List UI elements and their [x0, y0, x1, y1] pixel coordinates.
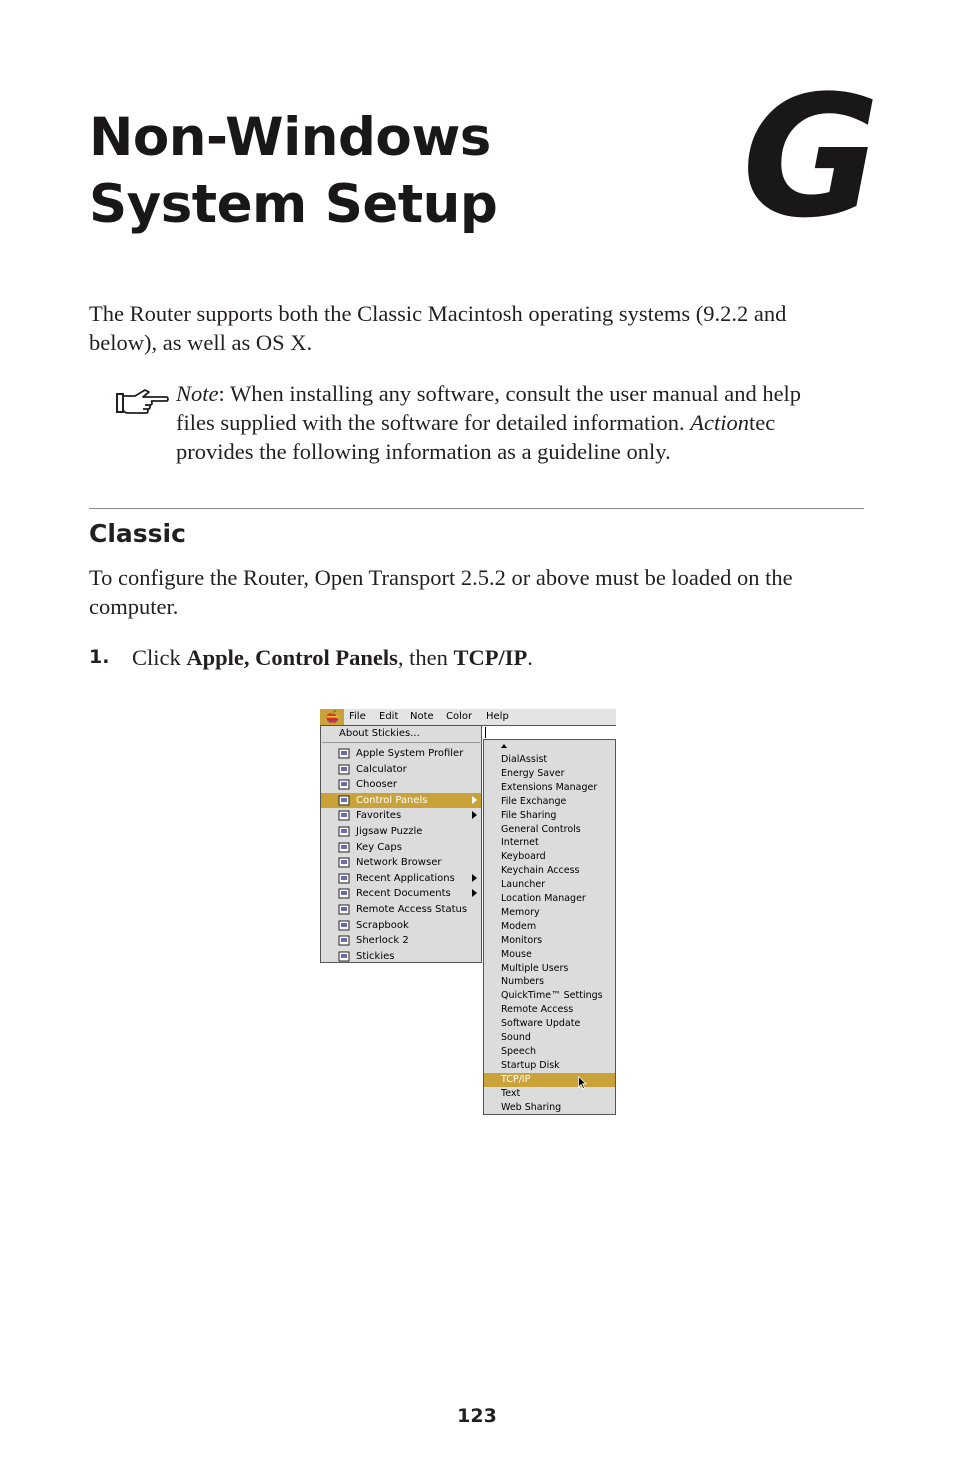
control-panel-item-label: Web Sharing	[501, 1101, 562, 1113]
control-panel-item[interactable]	[484, 1003, 615, 1017]
apple-menu-item-label: Scrapbook	[356, 919, 409, 931]
menu-file[interactable]: File	[349, 711, 366, 722]
control-panel-item[interactable]	[484, 767, 615, 781]
control-panel-item[interactable]	[484, 989, 615, 1003]
apple-menu-item[interactable]	[321, 933, 481, 948]
control-panel-item[interactable]	[484, 850, 615, 864]
note-brand: Action	[690, 410, 749, 435]
app-icon	[338, 888, 350, 899]
control-panel-item-label: TCP/IP	[501, 1073, 531, 1085]
apple-menu-item-label: Key Caps	[356, 841, 402, 853]
control-panel-item[interactable]	[484, 1073, 615, 1087]
control-panel-item[interactable]	[484, 823, 615, 837]
apple-menu-item[interactable]	[321, 762, 481, 777]
pointing-hand-icon	[115, 386, 169, 416]
control-panel-item-label: File Exchange	[501, 795, 567, 807]
app-icon	[338, 935, 350, 946]
note-label: Note	[176, 381, 219, 406]
apple-menu-item[interactable]	[321, 840, 481, 855]
control-panel-item[interactable]	[484, 920, 615, 934]
note-text-part1: : When installing any software, consult the user manual and help files supplied with the software for detailed information.	[176, 381, 802, 435]
control-panel-item-label: Modem	[501, 920, 537, 932]
apple-menu-item-label: Calculator	[356, 763, 407, 775]
step-bold-apple: Apple, Control Panels	[186, 645, 398, 670]
control-panel-item-label: Keychain Access	[501, 865, 580, 877]
apple-menu-item[interactable]	[321, 726, 481, 741]
control-panel-item[interactable]	[484, 836, 615, 850]
apple-menu-item-label: Chooser	[356, 779, 398, 791]
apple-menu-item[interactable]	[321, 808, 481, 823]
page-number: 123	[457, 1405, 497, 1427]
text-cursor	[485, 727, 486, 738]
chapter-title-line2: System Setup	[89, 174, 498, 235]
control-panel-item[interactable]	[484, 1017, 615, 1031]
control-panel-item-label: Software Update	[501, 1018, 581, 1030]
control-panel-item[interactable]	[484, 962, 615, 976]
apple-menu-item[interactable]	[321, 902, 481, 917]
apple-menu-item[interactable]	[321, 855, 481, 870]
note-paragraph	[176, 379, 816, 466]
chapter-title	[89, 104, 609, 238]
control-panel-item-label: Numbers	[501, 976, 545, 988]
apple-menu-item[interactable]	[321, 949, 481, 964]
apple-menu[interactable]	[320, 709, 344, 725]
apple-menu-item[interactable]	[321, 746, 481, 761]
step-click: Click	[132, 645, 187, 670]
menu-bar	[320, 709, 616, 726]
control-panel-item-label: Speech	[501, 1045, 536, 1057]
step-then: , then	[397, 645, 454, 670]
submenu-arrow-icon	[472, 889, 477, 897]
note-text-part2: tec provides the following information as a guideline only.	[176, 410, 776, 464]
app-icon	[338, 779, 350, 790]
step-bold-tcpip: TCP/IP	[453, 645, 528, 670]
control-panels-submenu	[483, 739, 616, 1115]
control-panel-item[interactable]	[484, 1059, 615, 1073]
app-icon	[338, 904, 350, 915]
step-instruction	[132, 643, 533, 672]
step-end: .	[527, 645, 533, 670]
apple-menu-item-label: Jigsaw Puzzle	[356, 826, 423, 837]
control-panel-item-label: Extensions Manager	[501, 781, 598, 793]
control-panel-item[interactable]	[484, 906, 615, 920]
control-panel-item[interactable]	[484, 795, 615, 809]
control-panel-item-label: Multiple Users	[501, 962, 569, 974]
control-panel-item-label: QuickTime™ Settings	[501, 990, 603, 1002]
apple-menu-item[interactable]	[321, 886, 481, 901]
control-panel-item-label: Launcher	[501, 879, 546, 891]
app-icon	[338, 842, 350, 853]
control-panel-item[interactable]	[484, 1045, 615, 1059]
menu-help[interactable]: Help	[486, 711, 509, 722]
scroll-up-arrow-icon[interactable]	[501, 744, 507, 748]
control-panel-item[interactable]	[484, 948, 615, 962]
control-panel-item-label: Startup Disk	[501, 1059, 560, 1071]
control-panel-item-label: File Sharing	[501, 809, 557, 821]
apple-menu-item-label: Recent Documents	[356, 888, 451, 900]
apple-menu-item-label: Control Panels	[356, 794, 428, 806]
control-panel-item-label: Monitors	[501, 934, 543, 946]
control-panel-item-label: Location Manager	[501, 893, 586, 904]
control-panel-item-label: Keyboard	[501, 851, 546, 863]
control-panel-item-label: DialAssist	[501, 754, 548, 765]
intro-paragraph: The Router supports both the Classic Macintosh operating systems (9.2.2 and below), as well as OS X.	[89, 301, 787, 355]
control-panel-item-label: Remote Access	[501, 1004, 574, 1016]
app-icon	[338, 810, 350, 821]
control-panel-item[interactable]	[484, 1031, 615, 1045]
control-panel-item-label: Memory	[501, 906, 540, 918]
apple-menu-item-label: Remote Access Status	[356, 904, 468, 915]
apple-menu-item[interactable]	[321, 793, 481, 808]
chapter-title-line1: Non-Windows	[89, 107, 491, 168]
app-icon	[338, 951, 350, 962]
apple-menu-item-label: Network Browser	[356, 857, 442, 869]
apple-menu-item-label: Recent Applications	[356, 872, 455, 884]
apple-menu-item-label: About Stickies...	[339, 728, 420, 739]
chapter-letter: G	[742, 59, 876, 255]
control-panel-item[interactable]	[484, 975, 615, 989]
control-panel-item[interactable]	[484, 781, 615, 795]
app-icon	[338, 748, 350, 759]
menu-color[interactable]: Color	[446, 711, 473, 722]
apple-logo-icon	[326, 710, 339, 724]
apple-menu-item[interactable]	[321, 824, 481, 839]
control-panel-item-label: Sound	[501, 1032, 531, 1043]
apple-menu-item[interactable]	[321, 777, 481, 792]
control-panel-item[interactable]	[484, 892, 615, 906]
control-panel-item[interactable]	[484, 864, 615, 878]
apple-menu-item-label: Sherlock 2	[356, 935, 409, 947]
step-number: 1.	[89, 646, 110, 668]
apple-menu-item-label: Stickies	[356, 950, 395, 962]
control-panel-item[interactable]	[484, 753, 615, 767]
mac-menu-screenshot	[320, 709, 616, 1116]
menu-note[interactable]: Note	[410, 711, 434, 722]
control-panel-item[interactable]	[484, 1087, 615, 1101]
apple-menu-item[interactable]	[321, 918, 481, 933]
menu-edit[interactable]: Edit	[379, 711, 399, 722]
submenu-arrow-icon	[472, 796, 477, 804]
app-icon	[338, 764, 350, 775]
submenu-arrow-icon	[472, 811, 477, 819]
app-icon	[338, 857, 350, 868]
control-panel-item-label: Mouse	[501, 948, 532, 960]
submenu-arrow-icon	[472, 874, 477, 882]
control-panel-item[interactable]	[484, 1101, 615, 1115]
control-panel-item-label: Text	[501, 1087, 521, 1099]
app-icon	[338, 795, 350, 806]
classic-paragraph: To configure the Router, Open Transport 2.5.2 or above must be loaded on the computer.	[89, 565, 793, 619]
apple-menu-item-label: Favorites	[356, 810, 402, 822]
control-panel-item-label: Internet	[501, 837, 539, 849]
section-divider	[89, 508, 864, 509]
control-panel-item-label: Energy Saver	[501, 767, 565, 779]
app-icon	[338, 920, 350, 931]
control-panel-item[interactable]	[484, 878, 615, 892]
apple-menu-item[interactable]	[321, 871, 481, 886]
control-panel-item[interactable]	[484, 809, 615, 823]
apple-menu-dropdown	[320, 725, 482, 963]
app-icon	[338, 873, 350, 884]
menu-separator	[322, 742, 480, 743]
control-panel-item-label: General Controls	[501, 823, 581, 835]
app-icon	[338, 826, 350, 837]
control-panel-item[interactable]	[484, 934, 615, 948]
section-heading-classic: Classic	[89, 519, 186, 548]
apple-menu-item-label: Apple System Profiler	[356, 748, 464, 759]
